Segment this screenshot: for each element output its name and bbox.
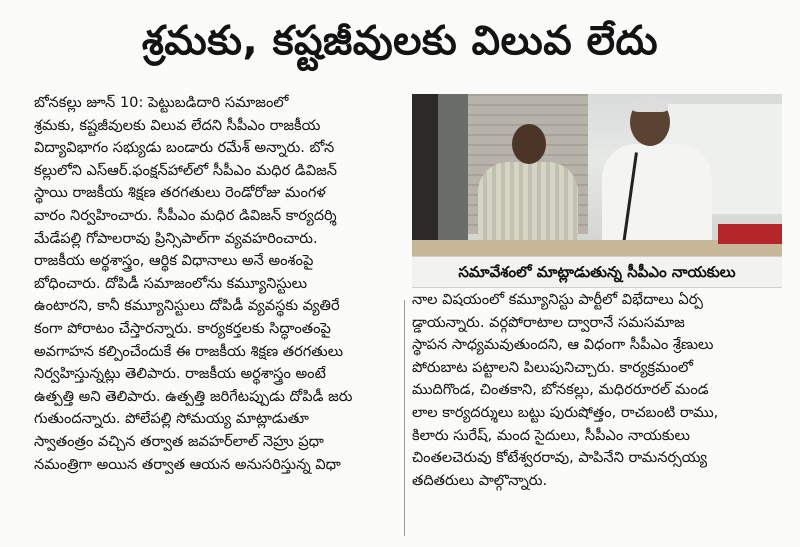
article-line: అవగాహన కల్పించేందుకే ఈ రాజకీయ శిక్షణ తరగతులు [34, 342, 344, 360]
article-line: విద్యావిభాగం సభ్యుడు బండారు రమేశ్ అన్నారు. బోన [34, 139, 335, 157]
article-line: స్వాతంత్రం వచ్చిన తర్వాత జవహర్‌లాల్ నెహ్రు ప్రధా [34, 432, 324, 450]
article-line: బోనకల్లు జూన్ 10: పెట్టుబడిదారి సమాజంలో [34, 94, 289, 111]
article-line: ఉత్పత్తి అని తెలిపారు. ఉత్పత్తి జరిగేటప్పుడు దోపిడీ జరు [34, 387, 353, 405]
article-line: డ్డాయన్నారు. వర్గపోరాటాల ద్వారానే సమసమాజ [412, 313, 685, 331]
article-line: ఉంటారని, కానీ కమ్యూనిస్టులు దోపిడీ వ్యవస్థకు వ్యతిరే [34, 297, 340, 315]
headline: శ్రమకు, కష్టజీవులకు విలువ లేదు [141, 18, 659, 64]
article-line: ముదిగొండ, చింతకాని, బోనకల్లు, మధిరరూరల్ మండ [412, 381, 709, 399]
article-line: శ్రమకు, కష్టజీవులకు విలువ లేదని సీపీఎం రాజకీయ [34, 116, 321, 134]
photo-caption: సమావేశంలో మాట్లాడుతున్న సీపీఎం నాయకులు [412, 256, 782, 288]
article-line: నాల విషయంలో కమ్యూనిస్టు పార్టీలో విభేదాలు ఏర్ప [412, 291, 703, 308]
photo-person-left-head [512, 124, 546, 164]
article-left-column [34, 92, 396, 476]
article-line: తదితరులు పాల్గొన్నారు. [412, 471, 548, 489]
photo-red-cloth [718, 224, 782, 244]
article-line: మేడేపల్లి గోపాలరావు ప్రిన్సిపాల్‌గా వ్యవహరించారు. [34, 229, 318, 247]
article-line: గుతుందన్నారు. పోలేపల్లి సోమయ్య మాట్లాడుతూ [34, 410, 309, 428]
article-line: పోరుబాట పట్టాలని పిలుపునిచ్చారు. కార్యక్రమంలో [412, 358, 694, 376]
photo-wall [412, 94, 438, 256]
article-line: వారం నిర్వహించారు. సీపీఎం మధిర డివిజన్ కార్యదర్శి [34, 206, 337, 224]
column-divider [404, 300, 405, 536]
article-line: కల్లులోని ఎస్ఆర్.ఫంక్షన్‌హాల్‌లో సీపీఎం మధిర డివిజన్ [34, 161, 337, 179]
article-line: బోధించారు. దోపిడీ సమాజంలోను కమ్యూనిస్టులు [34, 274, 308, 292]
article-line: రాజకీయ అర్థశాస్త్రం, ఆర్థిక విధానాలు అనే అంశంపై [34, 252, 314, 270]
article-line: చింతలచెరువు కోటేశ్వరరావు, పాపినేని రామనర్సయ్య [412, 449, 708, 467]
article-line: నిర్వహిస్తున్నట్లు తెలిపారు. రాజకీయ అర్థశాస్త్రం అంటే [34, 365, 326, 383]
article-line: కిలారు సురేష్, మంద సైదులు, సీపీఎం నాయకులు [412, 426, 690, 444]
news-photo [412, 94, 782, 256]
article-right-column [412, 289, 782, 492]
photo-person-left-body [478, 162, 578, 246]
article-line: లాల కార్యదర్శులు బట్టు పురుషోత్తం, రాచబంటి రాము, [412, 403, 719, 421]
photo-speaker-hair [632, 96, 668, 112]
photo-wall-panel [438, 94, 468, 256]
article-line: నమంత్రిగా అయిన తర్వాత ఆయన అనుసరిస్తున్న విధా [34, 455, 341, 473]
photo-speaker-body [602, 144, 712, 244]
article-line: స్థాయి రాజకీయ శిక్షణ తరగతులు రెండోరోజు మంగళ [34, 184, 326, 202]
article-line: కంగా పోరాటం చేస్తారన్నారు. కార్యకర్తలకు సిద్ధాంతంపై [34, 319, 331, 337]
article-line: స్థాపన సాధ్యమవుతుందని, ఆ విధంగా సీపీఎం శ్రేణులు [412, 336, 714, 354]
